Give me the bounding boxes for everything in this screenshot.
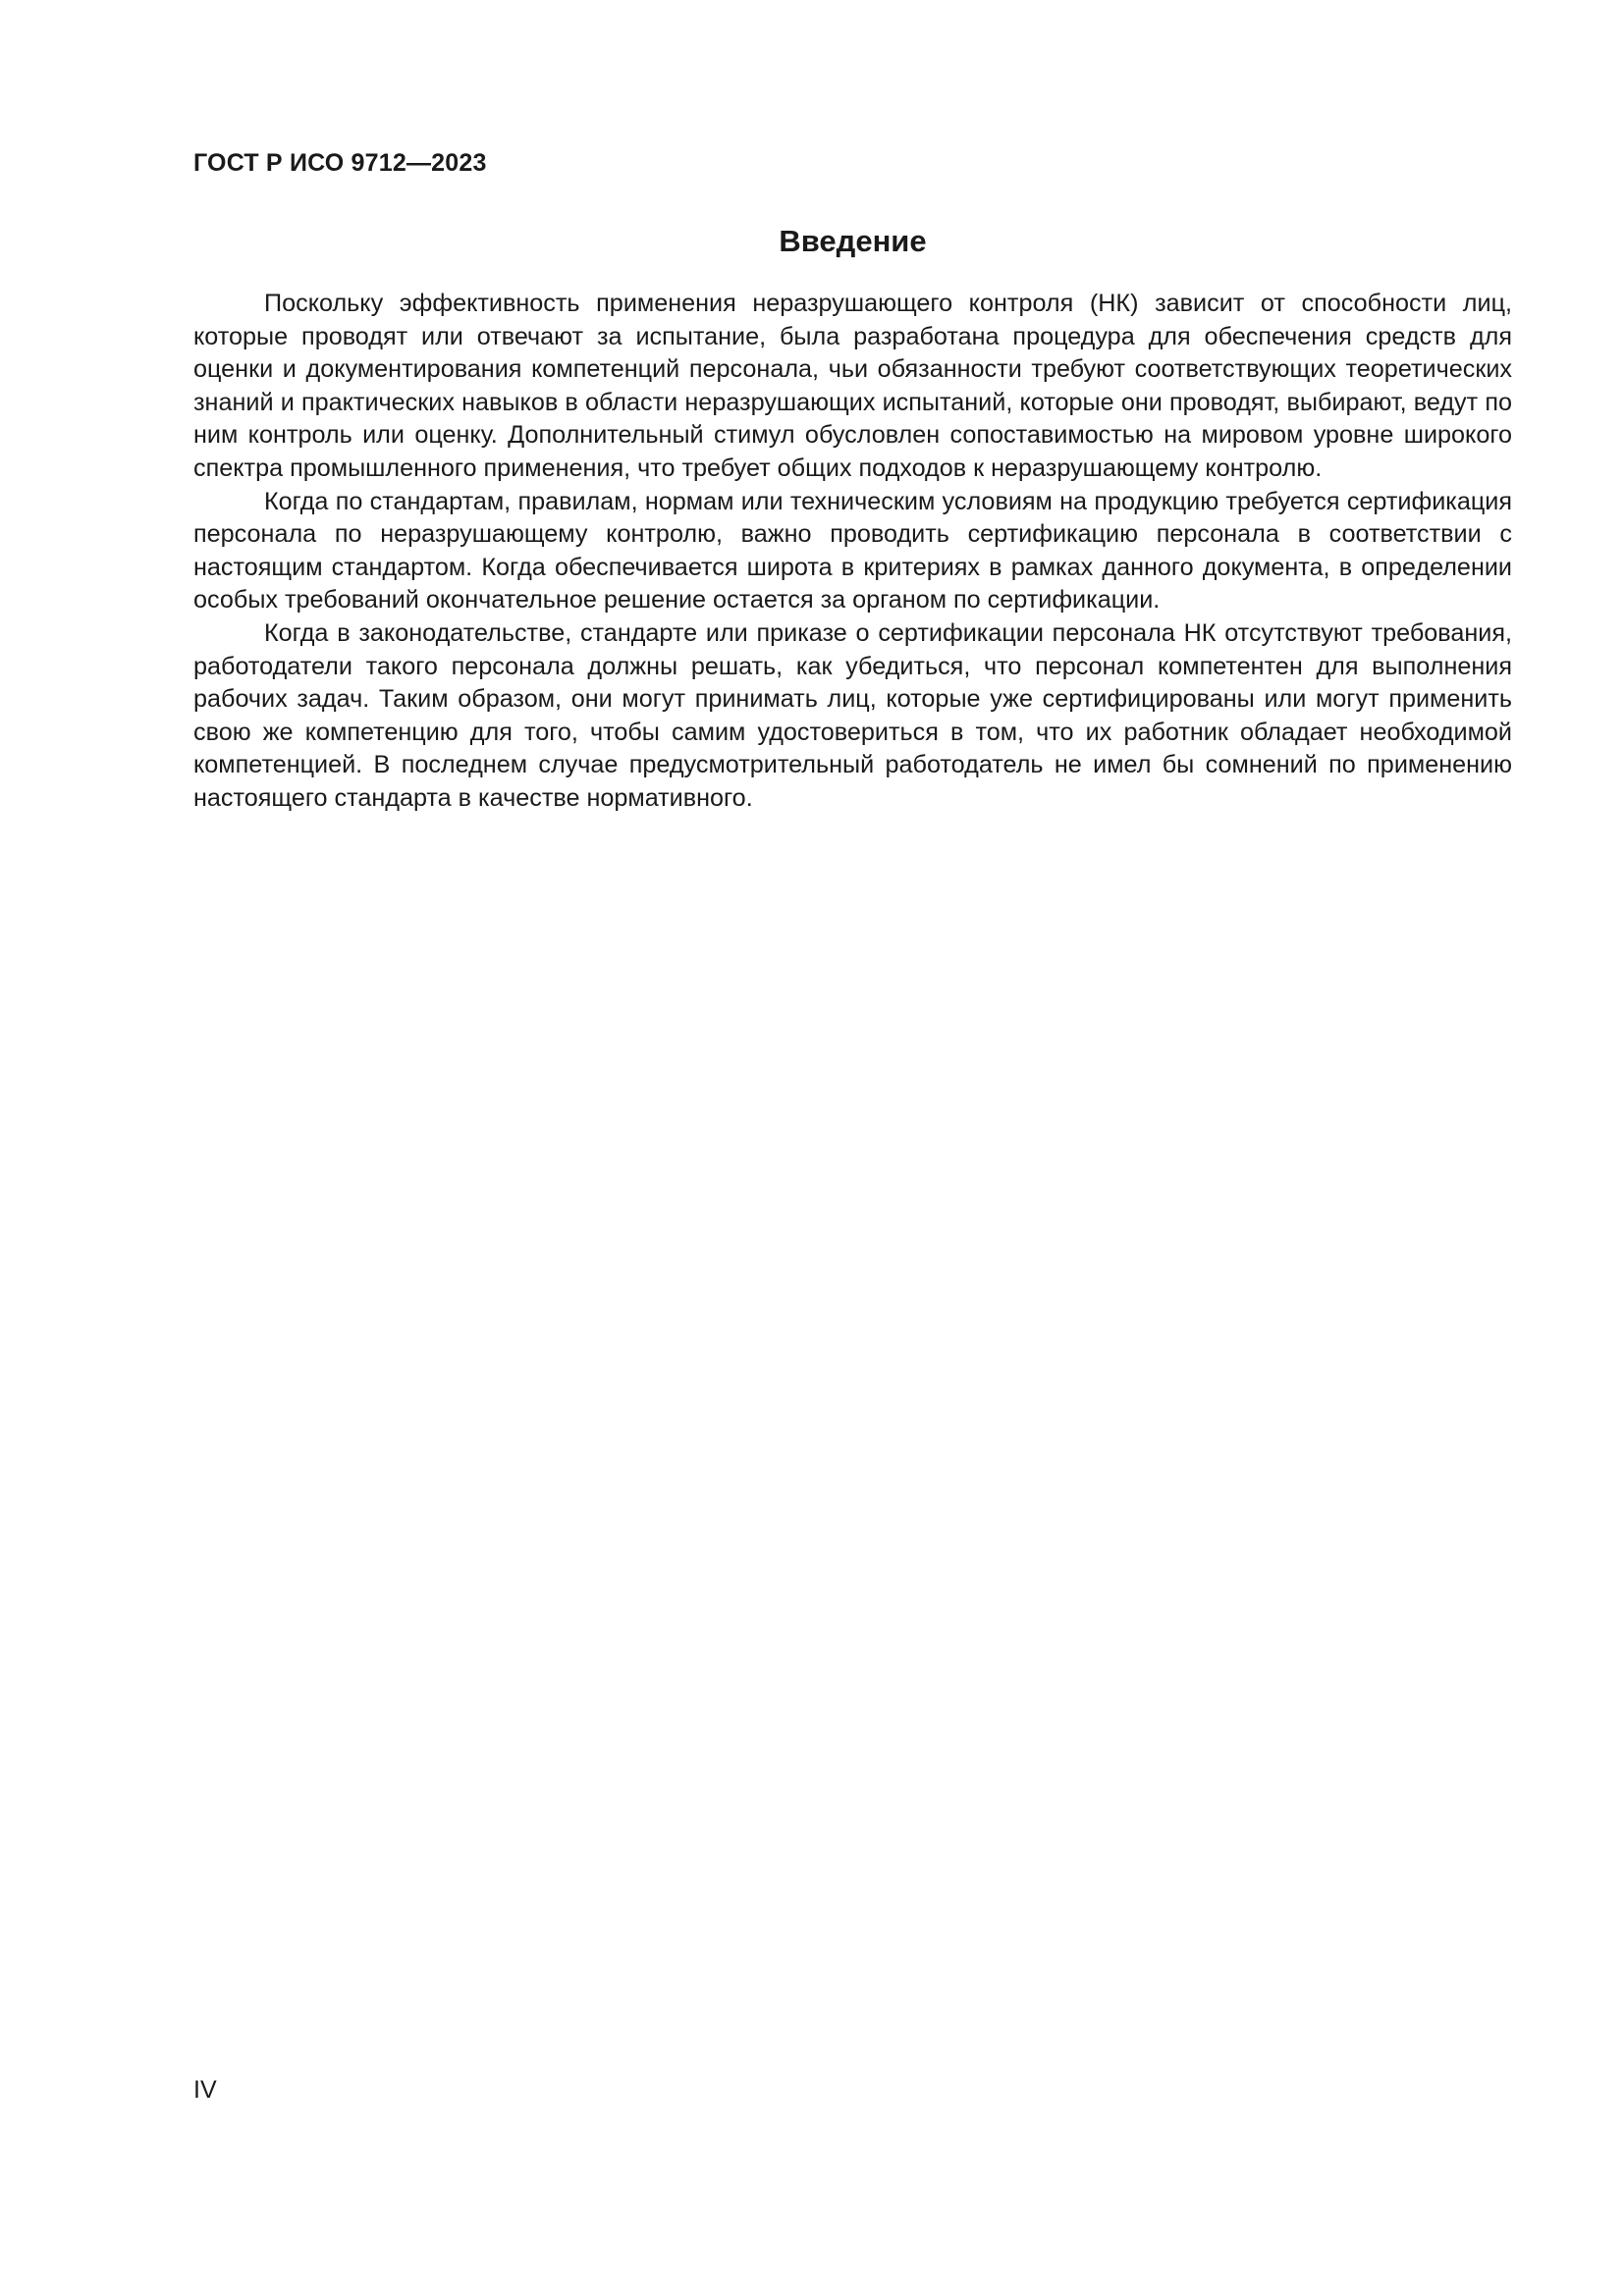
page-number: IV	[193, 2076, 217, 2104]
paragraph: Когда по стандартам, правилам, нормам или техническим условиям на продукцию требуется сертификация персонала по неразрушающему контролю, важно проводить сертификацию персонала в соответствии с настоящим стандартом. Когда обеспечивается широта в критериях в рамках данного документа, в определении особых требований окончательное решение остается за органом по сертификации.	[193, 487, 1512, 614]
paragraph: Поскольку эффективность применения неразрушающего контроля (НК) зависит от способности лиц, которые проводят или отвечают за испытание, была разработана процедура для обеспечения средств для оценки и документирования компетенций персонала, чьи обязанности требуют соответствующих теоретических знаний и практических навыков в области неразрушающих испытаний, которые они проводят, выбирают, ведут по ним контроль или оценку. Дополнительный стимул обусловлен сопоставимостью на мировом уровне широкого спектра промышленного применения, что требует общих подходов к неразрушающему контролю.	[193, 290, 1512, 482]
paragraph: Когда в законодательстве, стандарте или приказе о сертификации персонала НК отсутствуют требования, работодатели такого персонала должны решать, как убедиться, что персонал компетентен для выполнения рабочих задач. Таким образом, они могут принимать лиц, которые уже сертифицированы или могут применить свою же компетенцию для того, чтобы самим удостовериться в том, что их работник обладает необходимой компетенцией. В последнем случае предусмотрительный работодатель не имел бы сомнений по применению настоящего стандарта в качестве нормативного.	[193, 618, 1512, 812]
body-text	[193, 288, 1512, 816]
document-code: ГОСТ Р ИСО 9712—2023	[193, 149, 487, 177]
section-title: Введение	[779, 224, 927, 258]
